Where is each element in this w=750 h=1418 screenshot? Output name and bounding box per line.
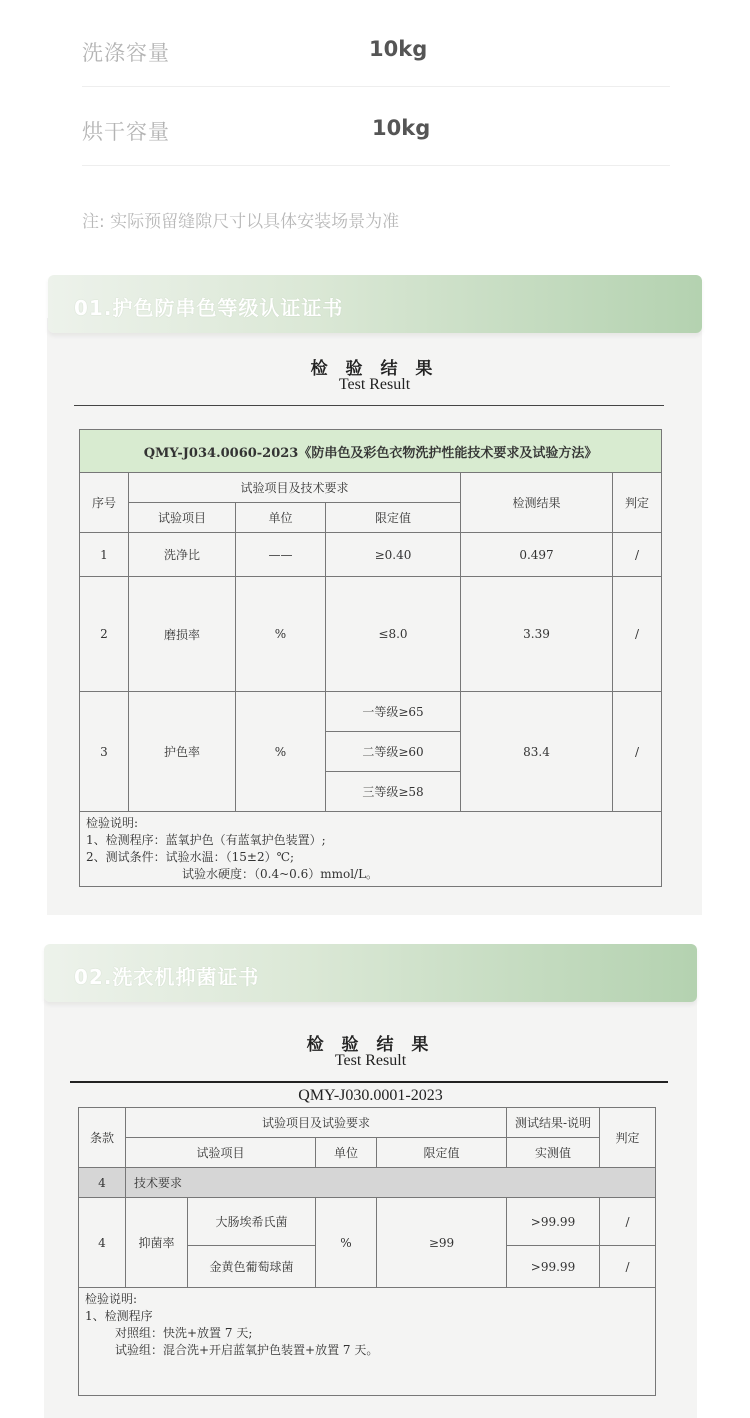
cell-section-label: 技术要求 (126, 1168, 656, 1198)
cert2-band-title: 02.洗衣机抑菌证书 (74, 965, 260, 989)
note-line: 检验说明: (85, 1292, 138, 1306)
cert2-notes (79, 1288, 656, 1396)
cert2-hdr-clause: 条款 (79, 1108, 126, 1168)
cell-unit: % (316, 1198, 377, 1288)
cert1-hdr-unit: 单位 (236, 503, 326, 533)
cert2-rule (70, 1081, 668, 1083)
cell-subitem: 大肠埃希氏菌 (188, 1198, 316, 1246)
note-line: 试验组：混合洗+开启蓝氧护色装置+放置 7 天。 (115, 1343, 379, 1357)
table-row (80, 692, 662, 732)
cert1-hdr-result: 检测结果 (461, 473, 613, 533)
cell-limit-grade2: 二等级≥60 (326, 732, 461, 772)
cell-verdict: / (613, 577, 662, 692)
cell-limit-grade3: 三等级≥58 (326, 772, 461, 812)
cert1-standard: QMY-J034.0060-2023《防串色及彩色衣物洗护性能技术要求及试验方法》 (80, 430, 662, 473)
spec-value: 10kg (369, 37, 428, 61)
cell-value: >99.99 (507, 1198, 600, 1246)
table-row (80, 577, 662, 692)
spec-label: 烘干容量 (82, 120, 170, 144)
cert1-band (48, 275, 702, 333)
spec-row-wash (82, 9, 670, 87)
table-row (79, 1198, 656, 1246)
cert2-code: QMY-J030.0001-2023 (298, 1087, 443, 1104)
cert2-title-cn: 检 验 结 果 (306, 1035, 435, 1055)
note-line: 1、检测程序 (85, 1309, 153, 1323)
cert1-hdr-group: 试验项目及技术要求 (129, 473, 461, 503)
install-note: 注: 实际预留缝隙尺寸以具体安装场景为准 (82, 212, 400, 232)
cert1-hdr-limit: 限定值 (326, 503, 461, 533)
cert2-card (44, 990, 697, 1418)
table-row (79, 1168, 656, 1198)
cell-limit-grade1: 一等级≥65 (326, 692, 461, 732)
cell-item: 抑菌率 (126, 1198, 188, 1288)
cell-item: 护色率 (129, 692, 236, 812)
cell-limit: ≥0.40 (326, 533, 461, 577)
cert2-hdr-verdict: 判定 (600, 1108, 656, 1168)
cert1-table (79, 429, 662, 887)
note-line: 检验说明: (86, 816, 139, 830)
cert2-table (78, 1107, 656, 1396)
spec-row-dry (82, 88, 670, 166)
cell-limit: ≥99 (377, 1198, 507, 1288)
cert1-hdr-item: 试验项目 (129, 503, 236, 533)
cell-verdict: / (613, 692, 662, 812)
note-line: 试验水硬度：（0.4~0.6）mmol/L。 (182, 867, 379, 881)
cert2-hdr-group: 试验项目及试验要求 (126, 1108, 507, 1138)
cert2-hdr-result: 实测值 (507, 1138, 600, 1168)
table-row (80, 533, 662, 577)
cell-verdict: / (600, 1246, 656, 1288)
cell-subitem: 金黄色葡萄球菌 (188, 1246, 316, 1288)
cell-limit: ≤8.0 (326, 577, 461, 692)
cell-item: 洗净比 (129, 533, 236, 577)
cell-unit: % (236, 692, 326, 812)
cert1-rule (74, 405, 664, 406)
cert1-hdr-seq: 序号 (80, 473, 129, 533)
cell-unit: % (236, 577, 326, 692)
cert2-hdr-limit: 限定值 (377, 1138, 507, 1168)
cell-verdict: / (613, 533, 662, 577)
cert2-hdr-result-group: 测试结果-说明 (507, 1108, 600, 1138)
cert2-band (44, 944, 697, 1002)
cell-value: >99.99 (507, 1246, 600, 1288)
cell-unit: —— (236, 533, 326, 577)
spec-label: 洗涤容量 (82, 41, 170, 65)
cert1-hdr-verdict: 判定 (613, 473, 662, 533)
cell-seq: 2 (80, 577, 129, 692)
cell-seq: 3 (80, 692, 129, 812)
cell-result: 0.497 (461, 533, 613, 577)
note-line: 对照组：快洗+放置 7 天; (115, 1326, 253, 1340)
spec-value: 10kg (372, 116, 431, 140)
note-line: 2、测试条件：试验水温：（15±2）℃; (86, 850, 295, 864)
cell-result: 83.4 (461, 692, 613, 812)
cert1-notes (80, 812, 662, 887)
cert1-title-cn: 检 验 结 果 (310, 359, 439, 379)
cert1-card (47, 318, 702, 915)
cell-verdict: / (600, 1198, 656, 1246)
cert1-band-title: 01.护色防串色等级认证证书 (74, 296, 344, 320)
cert1-title-en: Test Result (338, 376, 411, 393)
cell-seq: 1 (80, 533, 129, 577)
cell-item: 磨损率 (129, 577, 236, 692)
cert2-title-en: Test Result (334, 1052, 407, 1069)
cert2-hdr-unit: 单位 (316, 1138, 377, 1168)
note-line: 1、检测程序：蓝氧护色（有蓝氧护色装置）; (86, 833, 326, 847)
cell-clause: 4 (79, 1198, 126, 1288)
cell-clause: 4 (79, 1168, 126, 1198)
cell-result: 3.39 (461, 577, 613, 692)
cert2-hdr-item: 试验项目 (126, 1138, 316, 1168)
